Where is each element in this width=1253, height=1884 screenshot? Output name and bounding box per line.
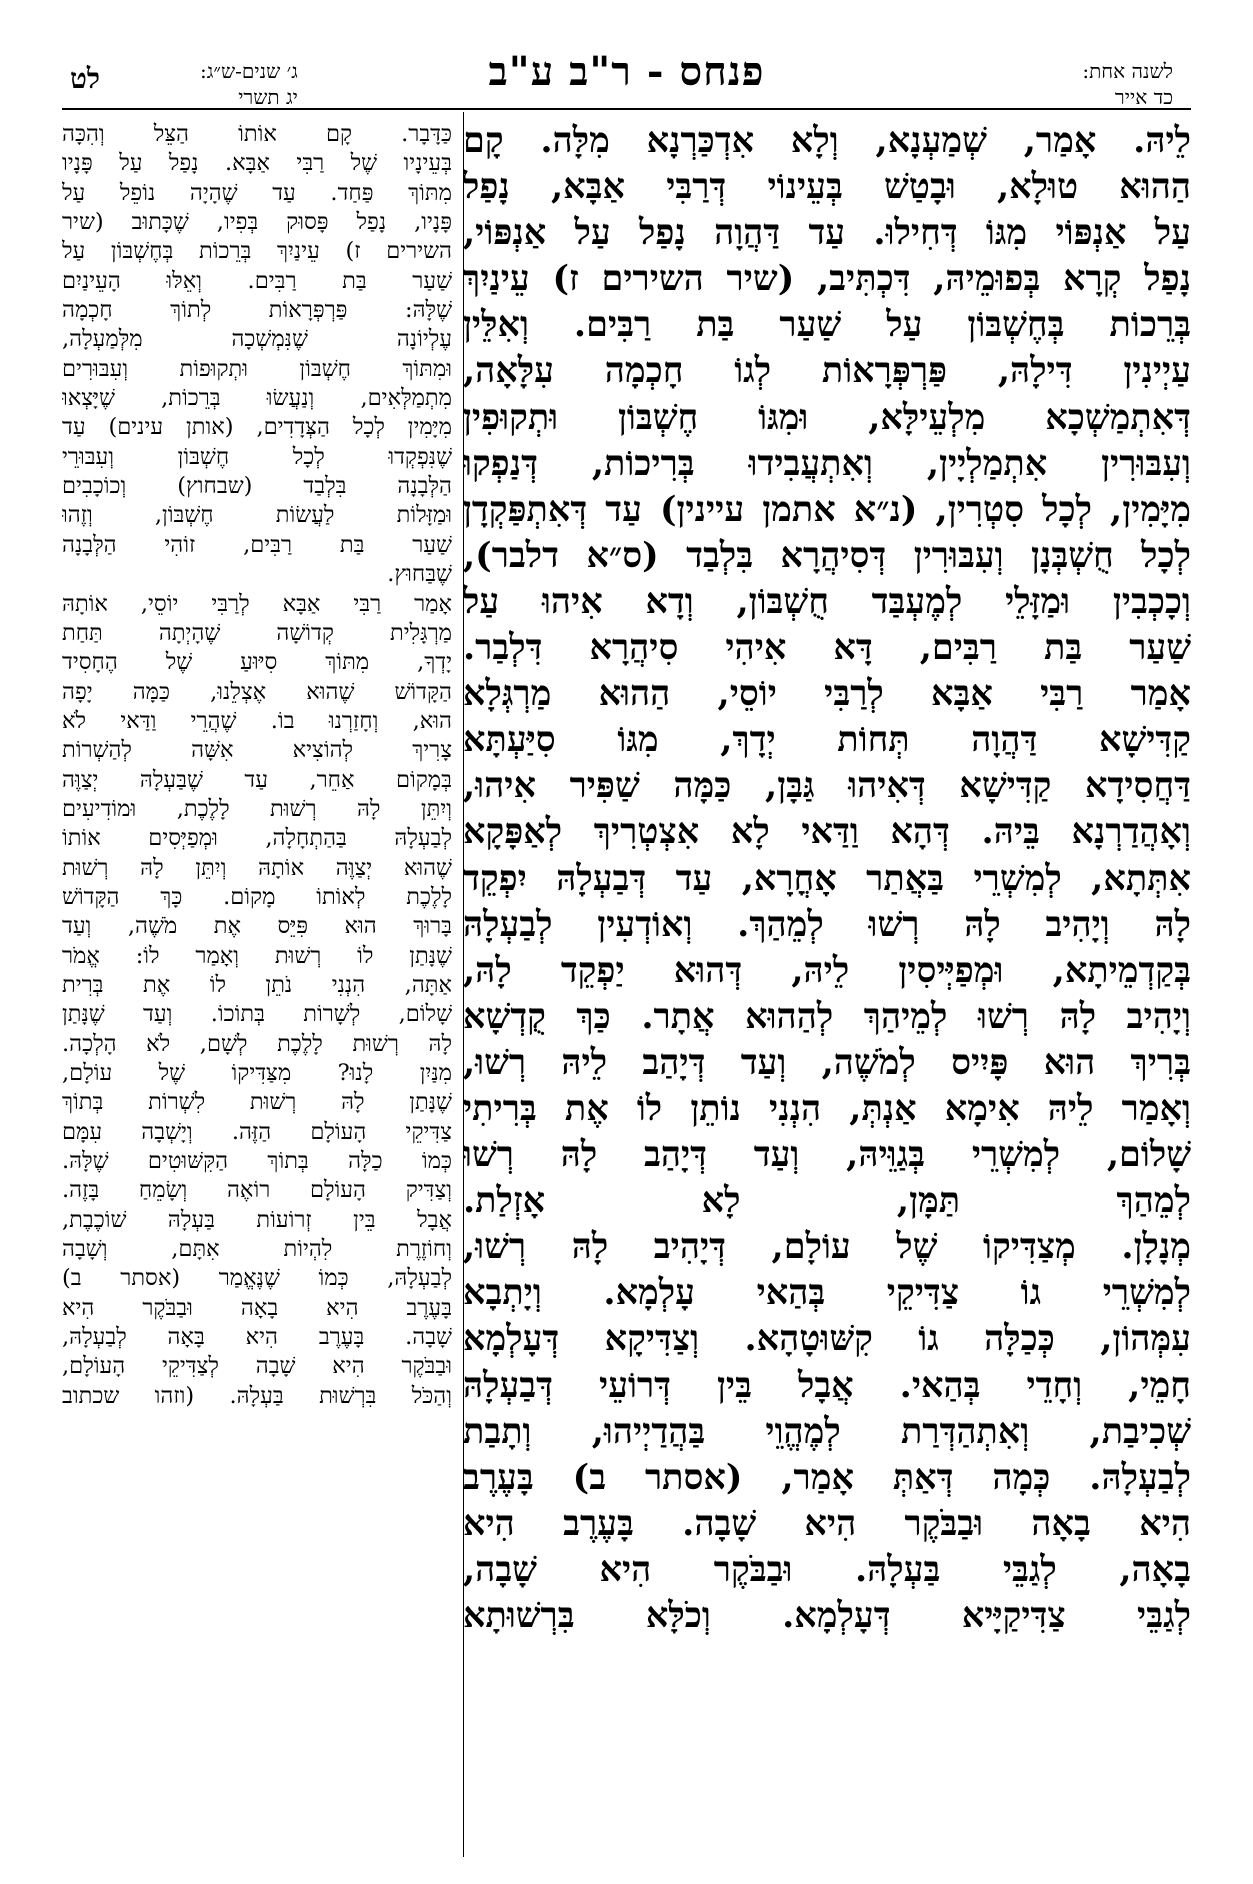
hebrew-text-line: צָרִיךְ לְהוֹצִיא אִשָּׁה לְהַשְׁרוֹת (62, 737, 452, 764)
aramaic-text-line: אִתְּתָא, לְמִשְׁרֵי בַּאֲתַר אָחֳרָא, עַד דְּבַעְלָהּ יִפְקֵד (463, 857, 1191, 899)
hebrew-text-line: אָמַר רַבִּי אַבָּא לְרַבִּי יוֹסֵי, אוֹתָהּ (62, 590, 452, 617)
aramaic-text-line: מִיָּמִין, לְכָל סִטְרִין, (נ״א אתמן עיינין) עַד דְּאִתְפַּקְדָן (463, 488, 1191, 530)
hebrew-text-line: וּמִתּוֹךְ חֶשְׁבּוֹן וּתְקוּפוֹת וְעִבּוּרִים (62, 355, 452, 382)
hebrew-text-line: וְצַדִּיק הָעוֹלָם רוֹאֶה וְשָׂמֵחַ בָּזֶה. (62, 1177, 452, 1204)
header-one-year-date: כד אייר (1114, 85, 1173, 109)
aramaic-text-line: וְיָהִיב לָהּ רְשׁוּ לְמֵיהַךְ לְהַהוּא אֲתָר. כַּךְ קֻדְשָׁא (463, 995, 1191, 1037)
hebrew-text-line: בָּרוּךְ הוּא פִּיֵּס אֶת מֹשֶׁה, וְעַד (62, 913, 452, 940)
hebrew-text-line: שֶׁנִּפְקְדוּ לְכָל חֶשְׁבּוֹן וְעִבּוּרֵי (62, 443, 452, 470)
aramaic-text-line: הַהוּא טוּלָא, וּבָטַשׁ בְּעֵינוֹי דְּרַבִּי אַבָּא, נָפַל (463, 166, 1191, 208)
aramaic-text-line: לָהּ וְיָהִיב לָהּ רְשׁוּ לְמֵהַךְ. וְאוֹדְעִין לְבַעְלָהּ (463, 903, 1191, 945)
aramaic-text-line: בְּקַדְמֵיתָא, וּמְפַיְּיסִין לֵיהּ, דְּהוּא יַפְקֵד לָהּ, (463, 949, 1191, 991)
header-study-schedule-three-year (200, 58, 298, 110)
hebrew-text-line: פָּנָיו, נָפַל פָּסוּק בְּפִיו, שֶׁכָּתוּב (שיר (62, 209, 452, 236)
hebrew-text-line: שֶׁלָּהּ: פַּרְפְּרָאוֹת לְתוֹךְ חָכְמָה (62, 297, 452, 324)
aramaic-text-line: קַדִּישָׁא דַּהֲוָה תְּחוֹת יְדָךְ, מִגּוֹ סִיַּעְתָּא (463, 719, 1191, 761)
hebrew-text-line: שֶׁבַּחוּץ. (387, 561, 452, 588)
hebrew-text-line: אַתָּה, הִנְנִי נֹתֵן לוֹ אֶת בְּרִית (62, 971, 452, 998)
aramaic-text-line: לְגַבֵּי צַדִּיקַיָּיא דְּעָלְמָא. וְכֹלָּא בִּרְשׁוּתָא (463, 1595, 1191, 1636)
hebrew-text-line: מִתּוֹךְ פַּחַד. עַד שֶׁהָיָה נוֹפֵל עַל (62, 179, 452, 206)
hebrew-text-line: בָּעֶרֶב הִיא בָאָה וּבַבֹּקֶר הִיא (62, 1294, 452, 1321)
header-rule (62, 108, 1191, 110)
hebrew-text-line: שֶׁנָּתַן לָהּ רְשׁוּת לִשְׁרוֹת בְּתוֹךְ (62, 1089, 452, 1116)
aramaic-text-line: דַּחֲסִידָא קַדִּישָׁא דְּאִיהוּ גַּבָּן, כַּמָּה שַׁפִּיר אִיהוּ, (463, 765, 1191, 807)
aramaic-text-line: מְנָלָן. מְצַדִּיקוֹ שֶׁל עוֹלָם, דְּיָהִיב לָהּ רְשׁוּ, (463, 1226, 1191, 1268)
hebrew-text-line: לְבַעְלָהּ בַּהַתְחָלָה, וּמְפַיְּסִים אוֹתוֹ (62, 825, 452, 852)
aramaic-text-line: עַיְינִין דִּילָהּ, פַּרְפְּרָאוֹת לְגוֹ חָכְמָה עִלָּאָה, (463, 350, 1191, 392)
hebrew-text-line: בְּעֵינָיו שֶׁל רַבִּי אַבָּא. נָפַל עַל פָּנָיו (62, 150, 452, 177)
hebrew-text-line: השירים ז) עֵינַיִךְ בְּרֵכוֹת בְּחֶשְׁבּוֹן עַל (62, 238, 452, 265)
aramaic-text-line: לְבַעְלָהּ. כְּמָה דְּאַתְּ אָמַר, (אסתר ב) בָּעֶרֶב (463, 1456, 1191, 1498)
aramaic-text-line: בְּרֵכוֹת בְּחֶשְׁבּוֹן עַל שַׁעַר בַּת רַבִּים. וְאִלֵּין (463, 304, 1191, 346)
aramaic-text-line: בָאָה, לְגַבֵּי בַּעְלָהּ. וּבַבֹּקֶר הִיא שָׁבָה, (463, 1548, 1191, 1590)
aramaic-text-line: לֵיהּ. אָמַר, שְׁמַעְנָא, וְלָא אִדְכַּרְנָא מִלָּה. קָם (463, 120, 1191, 161)
aramaic-text-line: בְּרִיךְ הוּא פָּיִיס לְמֹשֶׁה, וְעַד דְּיָהַב לֵיהּ רְשׁוּ, (463, 1041, 1191, 1083)
aramaic-text-line: שָׁלוֹם, לְמִשְׁרֵי בְּגַוֵּיהּ, וְעַד דְּיָהַב לָהּ רְשׁוּ (463, 1134, 1191, 1176)
page-number: לט (70, 62, 101, 95)
aramaic-text-line: שְׁכִיבַת, וְאִתְהַדְּרַת לְמֶהֱוֵי בַּהֲדַיְיהוּ, וְתָבַת (463, 1410, 1191, 1452)
hebrew-text-line: וּמַזָּלוֹת לַעֲשׂוֹת חֶשְׁבּוֹן, וְזֶהוּ (62, 502, 452, 529)
hebrew-text-line: יָדְךָ, מִתּוֹךְ סִיּוּעַ שֶׁל הֶחָסִיד (62, 649, 452, 676)
aramaic-text-line: לְמֵהַךְ תַּמָּן, לָא אָזְלַת. (463, 1180, 1191, 1222)
hebrew-text-line: וְהַכֹּל בִּרְשׁוּת בַּעְלָהּ. (וזהו שכתוב (62, 1382, 452, 1409)
hebrew-text-line: שַׁעַר בַּת רַבִּים. וְאֵלּוּ הָעֵינַיִם (62, 267, 452, 294)
hebrew-text-line: שָׁלוֹם, לְשָׁרוֹת בְּתוֹכוֹ. וְעַד שֶׁנָּתַן (62, 1001, 452, 1028)
hebrew-text-line: מַרְגָּלִית קְדוֹשָׁה שֶׁהָיְתָה תַּחַת (62, 619, 452, 646)
hebrew-text-line: הַלְּבָנָה בִּלְבַד (שבחוץ) וְכוֹכָבִים (62, 473, 452, 500)
aramaic-text-line: עַל אַנְפּוֹי מִגּוֹ דְּחִילוּ. עַד דַּהֲוָה נָפַל עַל אַנְפּוֹי, (463, 212, 1191, 254)
hebrew-text-line: שֶׁנָּתַן לוֹ רְשׁוּת וְאָמַר לוֹ: אֱמֹר (62, 942, 452, 969)
hebrew-translation-column (62, 120, 452, 1411)
hebrew-text-line: וְיִתֵּן לָהּ רְשׁוּת לָלֶכֶת, וּמוֹדִיעִים (62, 795, 452, 822)
aramaic-text-line: וְעִבּוּרִין אִתְמַלְיָין, וְאִתְעֲבִידוּ בְּרִיכוֹת, דְּנַפְקוּ (463, 442, 1191, 484)
hebrew-text-line: כַּדָּבָר. קָם אוֹתוֹ הַצֵּל וְהִכָּה (62, 121, 452, 147)
aramaic-text-line: חָמֵי, וְחָדֵי בְּהַאי. אֲבָל בֵּין דְּרוֹעֵי דְּבַעְלָהּ (463, 1364, 1191, 1406)
hebrew-text-line: הוּא, וְחָזַרְנוּ בוֹ. שֶׁהֲרֵי וַדַּאי לֹא (62, 707, 452, 734)
aramaic-text-line: וְאָהֲדַרְנָא בֵּיהּ. דְּהָא וַדַּאי לָא אִצְטְרִיךְ לְאַפָּקָא (463, 811, 1191, 853)
hebrew-text-line: מִתְמַלְּאִים, וְנַעֲשׂוּ בְּרֵכוֹת, שֶׁיָּצְאוּ (62, 385, 452, 412)
header-three-year-date: יג תשרי (238, 85, 298, 109)
hebrew-text-line: לָלֶכֶת לְאוֹתוֹ מָקוֹם. כָּךְ הַקָּדוֹשׁ (62, 883, 452, 910)
aramaic-text-line: לְכָל חֻשְׁבְּנָן וְעִבּוּרִין דְּסִיהֲרָא בִּלְבַד (ס״א דלבר), (463, 534, 1191, 576)
aramaic-text-line: שַׁעַר בַּת רַבִּים, דָּא אִיהִי סִיהֲרָא דִּלְבַר. (463, 627, 1191, 669)
aramaic-text-line: עִמְּהוֹן, כְּכַלָּה גוֹ קִשּׁוּטָהָא. וְצַדִּיקָא דְּעָלְמָא (463, 1318, 1191, 1360)
hebrew-text-line: לְבַעְלָהּ, כְּמוֹ שֶׁנֶּאֱמַר (אסתר ב) (62, 1265, 452, 1292)
aramaic-text-line: לְמִשְׁרֵי גוֹ צַדִּיקֵי בְּהַאי עָלְמָא. וְיָתְבָא (463, 1272, 1191, 1314)
hebrew-text-line: וּבַבֹּקֶר הִיא שָׁבָה לְצַדִּיקֵי הָעוֹלָם, (62, 1353, 452, 1380)
hebrew-text-line: לָהּ רְשׁוּת לָלֶכֶת לְשָׁם, לֹא הָלְכָה. (62, 1030, 452, 1057)
page-title: פנחס - ר"ב ע"ב (488, 48, 765, 95)
header-three-year-label: ג׳ שנים-ש״ג: (200, 59, 298, 83)
hebrew-text-line: מִנַּיִן לָנוּ? מִצַּדִּיקוֹ שֶׁל עוֹלָם, (62, 1060, 452, 1086)
hebrew-text-line: צַדִּיקֵי הָעוֹלָם הַזֶּה. וְיָשְׁבָה עִמָּם (62, 1118, 452, 1145)
hebrew-text-line: אֲבָל בֵּין זְרוֹעוֹת בַּעְלָהּ שׁוֹכֶבֶת, (62, 1206, 452, 1233)
hebrew-text-line: כְּמוֹ כַלָּה בְּתוֹךְ הַקִּשּׁוּטִים שֶׁלָּהּ. (62, 1148, 452, 1175)
hebrew-text-line: עֶלְיוֹנָה שֶׁנִּמְשְׁכָה מִלְּמַעְלָה, (62, 326, 452, 353)
header-one-year-label: לשנה אחת: (1082, 59, 1173, 83)
aramaic-text-line: וְאָמַר לֵיהּ אִימָא אַנְתְּ, הִנְנִי נוֹתֵן לוֹ אֶת בְּרִיתִי (463, 1087, 1191, 1129)
hebrew-text-line: בְּמָקוֹם אַחֵר, עַד שֶׁבַּעְלָהּ יְצַוֶּה (62, 766, 452, 793)
aramaic-text-line: הִיא בָאָה וּבַבֹּקֶר הִיא שָׁבָה. בָּעֶרֶב הִיא (463, 1502, 1191, 1544)
hebrew-text-line: שָׁבָה. בָּעֶרֶב הִיא בָּאָה לְבַעְלָהּ, (62, 1324, 452, 1351)
hebrew-text-line: וְחוֹזֶרֶת לִהְיוֹת אִתָּם, וְשָׁבָה (62, 1236, 452, 1263)
aramaic-text-line: אָמַר רַבִּי אַבָּא לְרַבִּי יוֹסֵי, הַהוּא מַרְגְּלָא (463, 673, 1191, 715)
aramaic-text-column (463, 118, 1191, 1639)
hebrew-text-line: מִיָּמִין לְכָל הַצְּדָדִים, (אותן עינים) עַד (62, 414, 452, 441)
aramaic-text-line: נָפַל קְרָא בְּפוּמֵיהּ, דִּכְתִּיב, (שיר השירים ז) עֵינַיִךְ (463, 258, 1191, 300)
hebrew-text-line: שֶׁהוּא יְצַוֶּה אוֹתָהּ וְיִתֵּן לָהּ רְשׁוּת (62, 854, 452, 881)
hebrew-text-line: הַקָּדוֹשׁ שֶׁהוּא אֶצְלֵנוּ, כַּמָּה יָפָה (62, 678, 452, 705)
aramaic-text-line: וְכָכְבִין וּמַזָּלֵי לְמֶעְבַּד חֻשְׁבּוֹן, וְדָא אִיהוּ עַל (463, 580, 1191, 622)
hebrew-text-line: שַׁעַר בַּת רַבִּים, זוֹהִי הַלְּבָנָה (62, 531, 452, 558)
aramaic-text-line: דְּאִתְמַשְׁכָא מִלְעֵילָּא, וּמִגּוֹ חֶשְׁבּוֹן וּתְקוּפִין (463, 396, 1191, 438)
